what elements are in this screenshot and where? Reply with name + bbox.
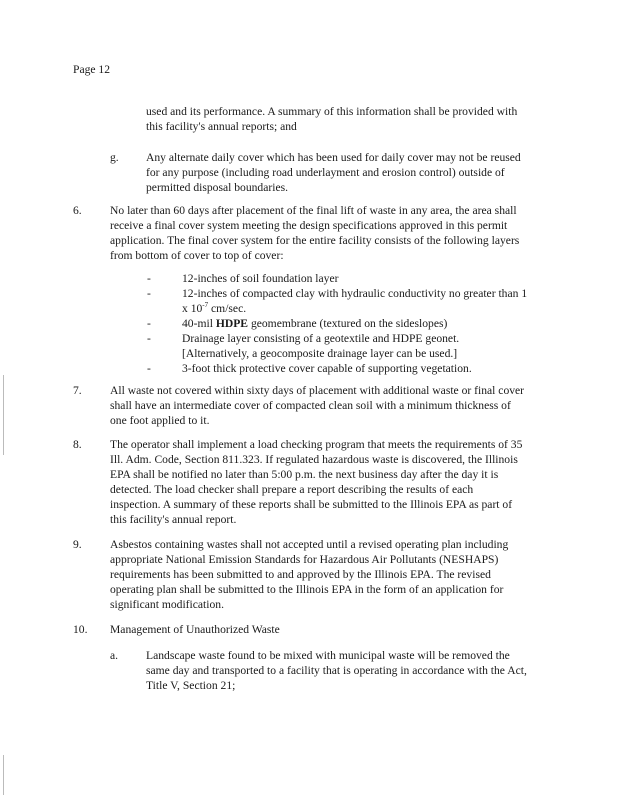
- item-10-heading: Management of Unauthorized Waste: [110, 623, 280, 636]
- item-g-line: Any alternate daily cover which has been used for daily cover may not be reused: [146, 151, 521, 164]
- item-6-line: No later than 60 days after placement of the final lift of waste in any area, the area shall: [110, 204, 517, 217]
- item-10a-line: Title V, Section 21;: [146, 679, 236, 692]
- item-g-line: permitted disposal boundaries.: [146, 181, 288, 194]
- item-10a-line: same day and transported to a facility that is operating in accordance with the Act,: [146, 664, 527, 677]
- item-7-number: 7.: [73, 384, 82, 397]
- item-6-line: application. The final cover system for the entire facility consists of the following layers: [110, 234, 520, 247]
- item-8-line: this facility's annual report.: [110, 513, 237, 526]
- item-6-number: 6.: [73, 204, 82, 217]
- item-8-line: detected. The load checker shall prepare a report describing the results of each: [110, 483, 474, 496]
- continuation-line: used and its performance. A summary of this information shall be provided with: [146, 105, 518, 118]
- layer-line: [Alternatively, a geocomposite drainage layer can be used.]: [182, 347, 458, 360]
- item-7-line: All waste not covered within sixty days of placement with additional waste or final cover: [110, 384, 525, 397]
- exp-power: -7: [202, 301, 209, 310]
- item-9-line: operating plan shall be submitted to the Illinois EPA in the form of an application for: [110, 583, 504, 596]
- layer-bullet: -: [147, 317, 151, 330]
- item-8-line: Ill. Adm. Code, Section 811.323. If regulated hazardous waste is discovered, the Illinois: [110, 453, 518, 466]
- item-9-number: 9.: [73, 538, 82, 551]
- layer-bullet: -: [147, 332, 151, 345]
- layer-line: 12-inches of compacted clay with hydraulic conductivity no greater than 1: [182, 287, 528, 300]
- layer-bullet: -: [147, 272, 151, 285]
- item-9-line: Asbestos containing wastes shall not accepted until a revised operating plan including: [110, 538, 509, 551]
- item-g-marker: g.: [110, 151, 119, 164]
- item-7-line: one foot applied to it.: [110, 414, 210, 427]
- layer-line: [182, 316, 447, 331]
- item-8-line: inspection. A summary of these reports shall be submitted to the Illinois EPA as part of: [110, 498, 513, 511]
- exp-unit: cm/sec.: [208, 302, 247, 315]
- layer-line-exponent: [182, 301, 246, 316]
- item-g-line: for any purpose (including road underlayment and erosion control) outside of: [146, 166, 505, 179]
- item-6-line: receive a final cover system meeting the design specifications approved in this permit: [110, 219, 508, 232]
- item-9-line: significant modification.: [110, 598, 224, 611]
- item-10-number: 10.: [73, 623, 88, 636]
- layer-bullet: -: [147, 287, 151, 300]
- layer-line: 12-inches of soil foundation layer: [182, 272, 339, 285]
- item-7-line: shall have an intermediate cover of compacted clean soil with a minimum thickness of: [110, 399, 511, 412]
- item-8-line: EPA shall be notified no later than 5:00 p.m. the next business day after the day it is: [110, 468, 499, 481]
- item-9-line: appropriate National Emission Standards for Hazardous Air Pollutants (NESHAPS): [110, 553, 499, 566]
- layer-bold: HDPE: [215, 317, 249, 330]
- continuation-line: this facility's annual reports; and: [146, 120, 297, 133]
- layer-pre: 40-mil: [182, 317, 216, 330]
- item-8-number: 8.: [73, 438, 82, 451]
- item-10a-marker: a.: [110, 649, 119, 662]
- layer-post: geomembrane (textured on the sideslopes): [248, 317, 448, 330]
- layer-bullet: -: [147, 362, 151, 375]
- item-8-line: The operator shall implement a load checking program that meets the requirements of 35: [110, 438, 523, 451]
- item-10a-line: Landscape waste found to be mixed with municipal waste will be removed the: [146, 649, 510, 662]
- exp-base: x 10: [182, 302, 203, 315]
- layer-line: Drainage layer consisting of a geotextile and HDPE geonet.: [182, 332, 460, 345]
- scan-margin-mark: [3, 755, 4, 795]
- scan-margin-mark: [3, 375, 4, 455]
- page-number: Page 12: [73, 63, 111, 76]
- layer-line: 3-foot thick protective cover capable of supporting vegetation.: [182, 362, 472, 375]
- item-6-line: from bottom of cover to top of cover:: [110, 249, 284, 262]
- item-9-line: requirements has been submitted to and approved by the Illinois EPA. The revised: [110, 568, 491, 581]
